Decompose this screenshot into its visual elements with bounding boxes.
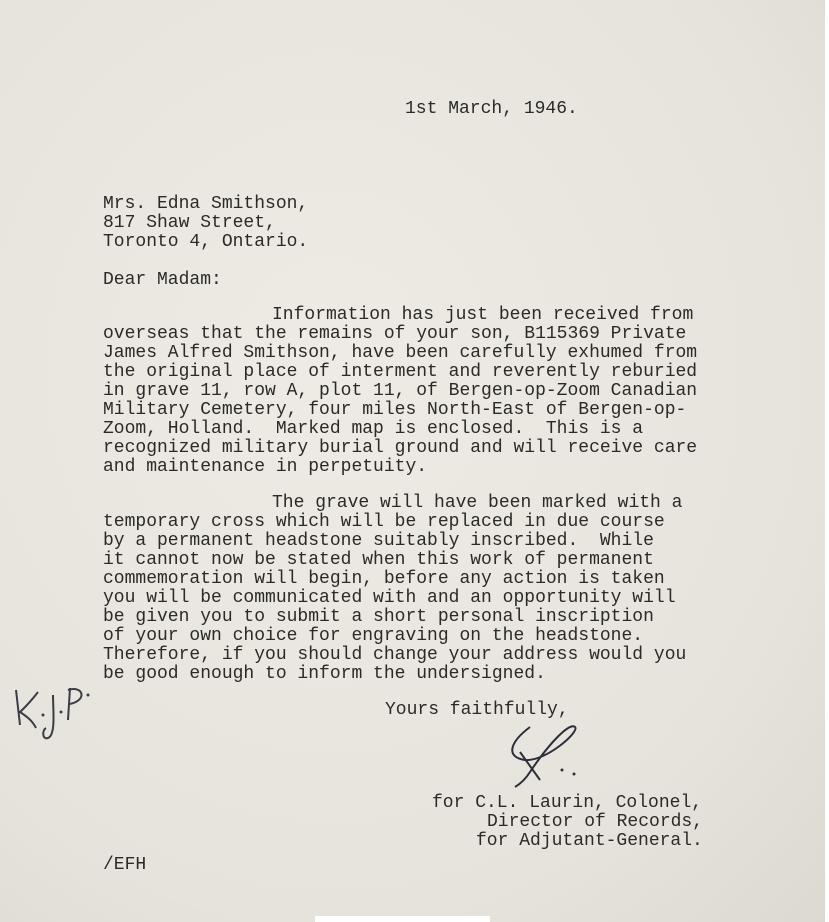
scan-edge-bottom bbox=[315, 916, 490, 922]
recipient-line: 817 Shaw Street, bbox=[103, 213, 276, 233]
paragraph-line: recognized military burial ground and will receive care bbox=[103, 438, 698, 458]
paragraph-line: you will be communicated with and an opportunity will bbox=[103, 588, 676, 608]
paragraph-line: Information has just been received from bbox=[272, 305, 694, 325]
paragraph-line: temporary cross which will be replaced in due course bbox=[103, 512, 665, 532]
paragraph-1 bbox=[103, 306, 697, 477]
paragraph-line: in grave 11, row A, plot 11, of Bergen-op-Zoom Canadian bbox=[103, 381, 698, 401]
paragraph-line: James Alfred Smithson, have been carefully exhumed from bbox=[103, 343, 698, 363]
salutation: Dear Madam: bbox=[103, 270, 222, 290]
paragraph-line: The grave will have been marked with a bbox=[272, 493, 683, 513]
paragraph-2 bbox=[103, 494, 686, 684]
recipient-line: Toronto 4, Ontario. bbox=[103, 232, 309, 252]
signatory-line: Director of Records, bbox=[487, 812, 704, 832]
recipient-line: Mrs. Edna Smithson, bbox=[103, 194, 309, 214]
paragraph-line: and maintenance in perpetuity. bbox=[103, 457, 428, 477]
signature-icon bbox=[500, 722, 600, 790]
paragraph-line: be given you to submit a short personal inscription bbox=[103, 607, 654, 627]
paragraph-line: Military Cemetery, four miles North-East of Bergen-op- bbox=[103, 400, 687, 420]
paragraph-line: the original place of interment and reverently reburied bbox=[103, 362, 698, 382]
paragraph-line: by a permanent headstone suitably inscribed. While bbox=[103, 531, 654, 551]
reference-initials: /EFH bbox=[103, 855, 147, 875]
paragraph-line: of your own choice for engraving on the headstone. bbox=[103, 626, 644, 646]
scan-edge bbox=[825, 0, 829, 922]
paragraph-line: it cannot now be stated when this work of permanent bbox=[103, 550, 654, 570]
paragraph-line: be good enough to inform the undersigned. bbox=[103, 664, 546, 684]
handwritten-initials-icon bbox=[8, 680, 98, 745]
paragraph-line: overseas that the remains of your son, B115369 Private bbox=[103, 324, 687, 344]
closing: Yours faithfully, bbox=[385, 700, 569, 720]
paragraph-line: Zoom, Holland. Marked map is enclosed. This is a bbox=[103, 419, 644, 439]
signatory-block bbox=[432, 794, 703, 851]
signatory-line: for Adjutant-General. bbox=[476, 831, 703, 851]
signatory-line: for C.L. Laurin, Colonel, bbox=[432, 793, 703, 813]
letter-date: 1st March, 1946. bbox=[405, 99, 578, 119]
paragraph-line: Therefore, if you should change your address would you bbox=[103, 645, 687, 665]
paragraph-line: commemoration will begin, before any action is taken bbox=[103, 569, 665, 589]
recipient-address bbox=[103, 195, 308, 252]
